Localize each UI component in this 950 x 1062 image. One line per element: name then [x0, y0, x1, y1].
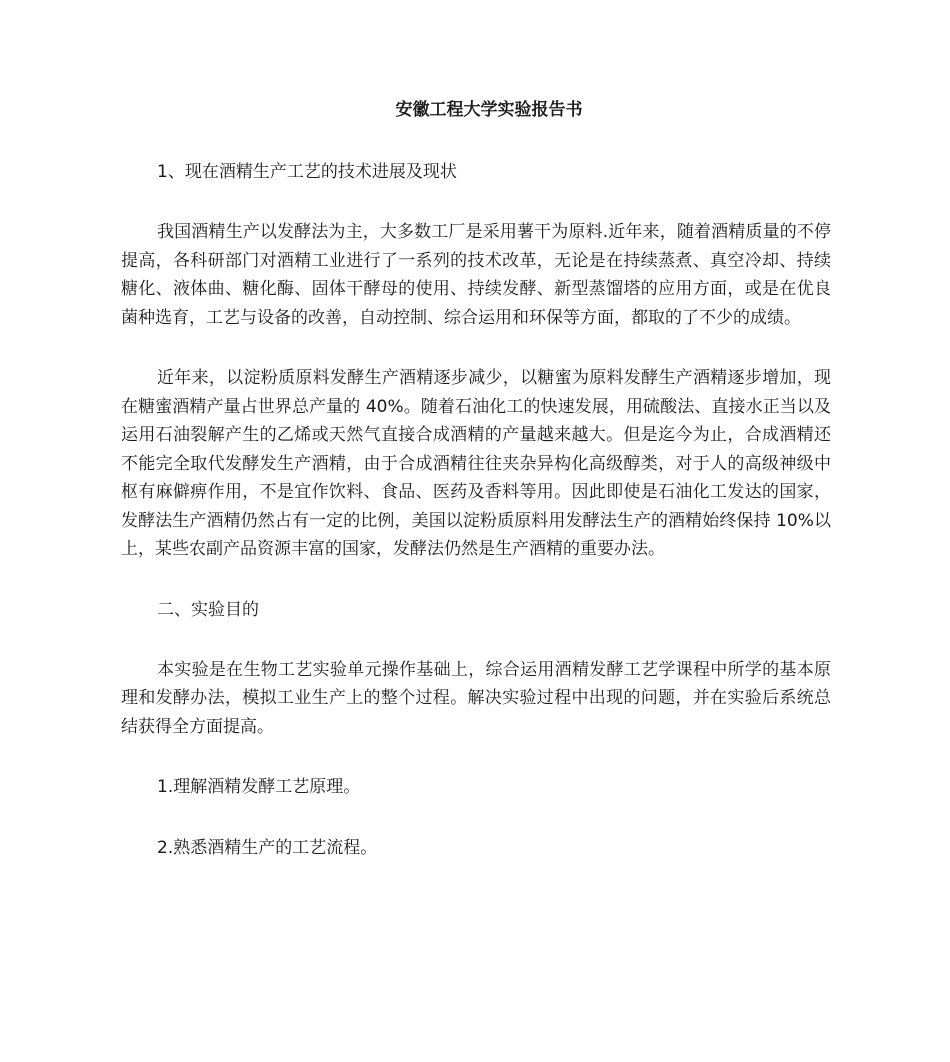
section1-heading: 1、现在酒精生产工艺的技术进展及现状 [157, 162, 457, 182]
document-title: 安徽工程大学实验报告书 [395, 100, 583, 120]
spacer [121, 332, 831, 364]
section2-intro: 本实验是在生物工艺实验单元操作基础上，综合运用酒精发酵工艺学课程中所学的基本原理和发酵办法，模拟工业生产上的整个过程。解决实验过程中出现的问题，并在实验后系统总结获得全方面提高。 [121, 659, 831, 737]
spacer [121, 624, 831, 656]
spacer [121, 741, 831, 773]
document-body [121, 96, 831, 862]
objective-item-2: 2.熟悉酒精生产的工艺流程。 [157, 837, 378, 858]
spacer [121, 124, 831, 158]
section1-paragraph-1: 我国酒精生产以发酵法为主，大多数工厂是采用薯干为原料.近年来，随着酒精质量的不停提高，各科研部门对酒精工业进行了一系列的技术改革，无论是在持续蒸煮、真空冷却、持续糖化、液体曲、糖化酶、固体干酵母的使用、持续发酵、新型蒸馏塔的应用方面，或是在优良菌种选育，工艺与设备的改善，自动控制、综合运用和环保等方面，都取的了不少的成绩。 [121, 222, 831, 328]
section1-paragraph-2: 近年来，以淀粉质原料发酵生产酒精逐步减少，以糖蜜为原料发酵生产酒精逐步增加，现在糖蜜酒精产量占世界总产量的 40%。随着石油化工的快速发展，用硫酸法、直接水正当以及运用石油裂解产生的乙烯或天然气直接合成酒精的产量越来越大。但是迄今为止，合成酒精还不能完全取代发酵发生产酒精，由于合成酒精往往夹杂异构化高级醇类，对于人的高级神级中枢有麻僻痹作用，不是宜作饮料、食品、医药及香料等用。因此即使是石油化工发达的国家，发酵法生产酒精仍然占有一定的比例，美国以淀粉质原料用发酵法生产的酒精始终保持 10%以上，某些农副产品资源丰富的国家，发酵法仍然是生产酒精的重要办法。 [121, 368, 831, 559]
section2-heading: 二、实验目的 [157, 599, 259, 620]
spacer [121, 802, 831, 834]
objective-item-1: 1.理解酒精发酵工艺原理。 [157, 777, 361, 797]
spacer [121, 564, 831, 596]
spacer [121, 186, 831, 218]
